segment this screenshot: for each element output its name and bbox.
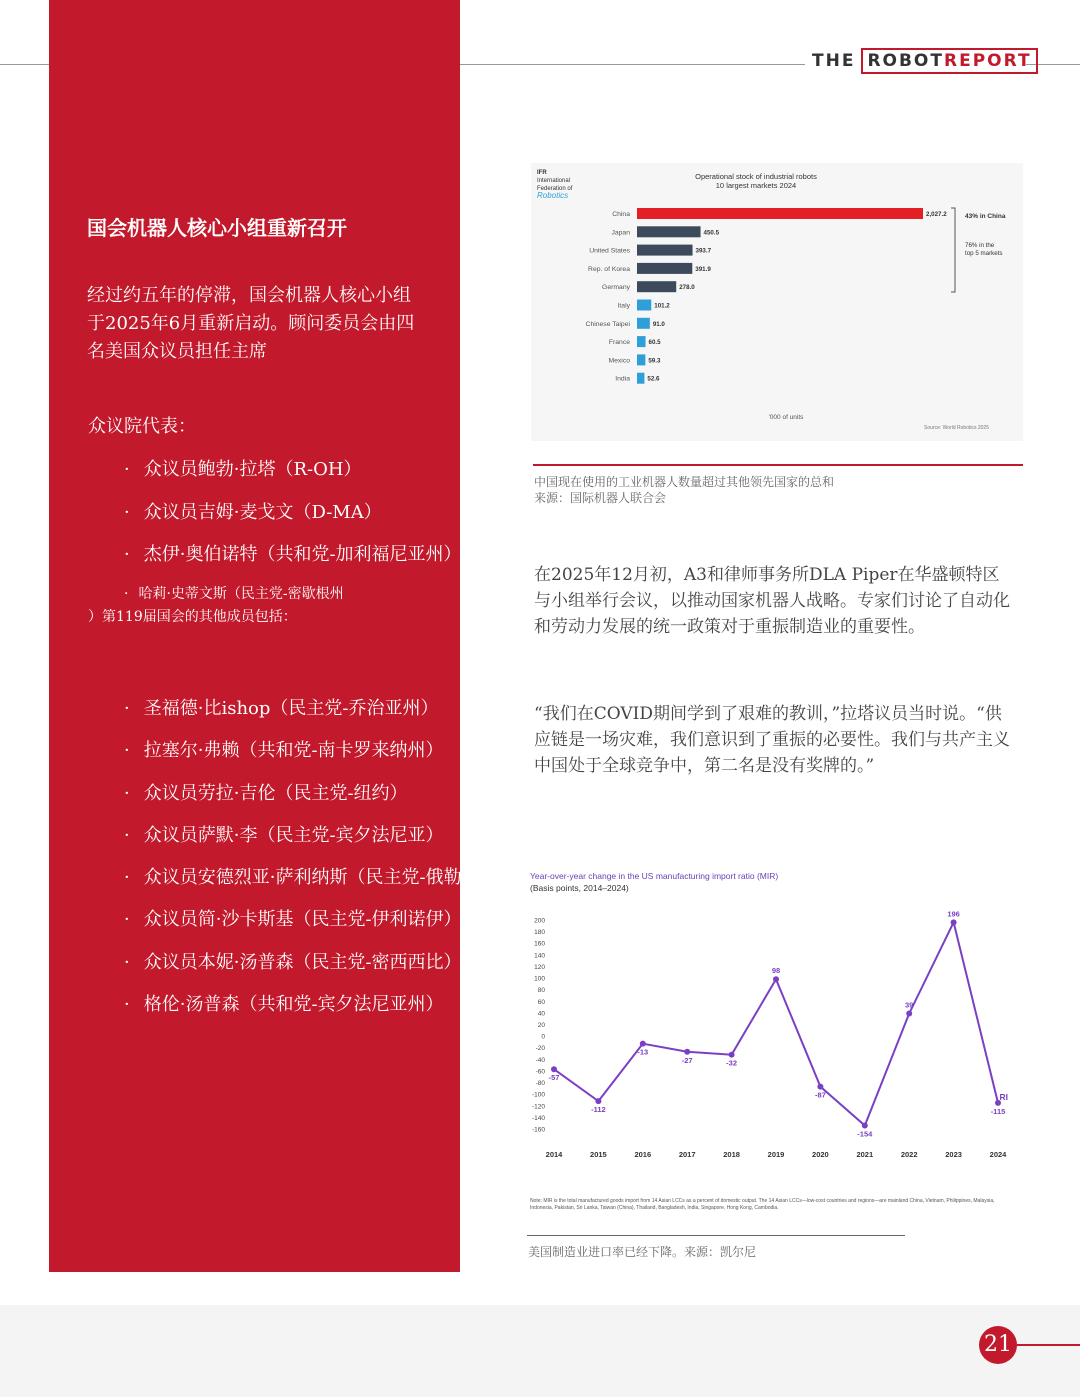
chart2-data-label: -27 — [681, 1055, 693, 1065]
bullet-dot: · — [124, 909, 130, 930]
member-name: 众议员简·沙卡斯基（民主党-伊利诺伊） — [143, 909, 462, 930]
chart2-data-label: -154 — [857, 1129, 873, 1139]
section-title: 国会机器人核心小组重新召开 — [87, 216, 347, 240]
chart2-ytick-label: 140 — [534, 952, 545, 960]
chart1-category-label: Chinese Taipei — [585, 320, 630, 328]
chart1-bar — [637, 208, 923, 219]
chart2-ytick-label: -60 — [535, 1068, 545, 1076]
body-paragraph: 在2025年12月初，A3和律师事务所DLA Piper在华盛顿特区与小组举行会议，以推动国家机器人战略。专家们讨论了自动化和劳动力发展的统一政策对于重振制造业的重要性。 — [534, 565, 1010, 637]
co-chair-name: 众议员吉姆·麦戈文（D-MA） — [143, 502, 382, 523]
chart1-value-label: 60.5 — [648, 339, 661, 347]
chart1-value-label: 391.9 — [695, 265, 711, 273]
page-number: 21 — [979, 1326, 1017, 1364]
member-item — [124, 863, 516, 889]
chart1-annotation: 43% in China — [965, 213, 1006, 220]
chart1-bar — [637, 336, 646, 347]
bullet-dot: · — [124, 698, 130, 719]
chart2-data-label: 39 — [905, 1000, 914, 1010]
top-rule-middle — [460, 64, 805, 65]
chart1-bar — [637, 281, 676, 292]
page-footer — [0, 1305, 1080, 1397]
co-chair-name: 杰伊·奥伯诺特（共和党-加利福尼亚州） — [143, 544, 462, 565]
member-name: 格伦·汤普森（共和党-宾夕法尼亚州） — [143, 994, 444, 1015]
chart2-data-label: -87 — [814, 1090, 826, 1100]
bullet-dot: · — [124, 586, 129, 602]
chart1-value-label: 91.0 — [652, 320, 665, 328]
chart2-title: Year-over-year change in the US manufacturing import ratio (MIR) — [530, 871, 779, 881]
quote-paragraph: “我们在COVID期间学到了艰难的教训，”拉塔议员当时说。“供应链是一场灾难，我们意识到了重振的必要性。我们与共产主义中国处于全球竞争中，第二名是没有奖牌的。” — [534, 704, 1010, 776]
chart2-point — [729, 1052, 735, 1058]
co-chair-name: 众议员鲍勃·拉塔（R-OH） — [143, 459, 362, 480]
chart1-brand-line: International — [537, 178, 571, 184]
chart2-note-wrap — [530, 1198, 1014, 1215]
chart2-point — [951, 919, 957, 925]
chart2-end-label: RI — [999, 1091, 1008, 1102]
member-item — [124, 990, 444, 1016]
member-name: 众议员劳拉·吉伦（民主党-纽约） — [143, 783, 408, 804]
chart1-subtitle: 10 largest markets 2024 — [715, 181, 797, 190]
chart2-data-label: -115 — [990, 1106, 1006, 1116]
figure1-rule — [533, 464, 1023, 466]
chart1-value-label: 450.5 — [703, 229, 720, 237]
chart2-point — [773, 976, 779, 982]
chart1-category-label: United States — [589, 247, 630, 255]
chart1-source: Source: World Robotics 2025 — [924, 425, 989, 431]
reps-label: 众议院代表： — [88, 416, 196, 437]
logo-the: THE — [812, 51, 856, 71]
chart1-brand-line: Federation of — [537, 186, 573, 192]
chart1-bar — [637, 373, 644, 384]
chart1-bracket-note: top 5 markets — [965, 250, 1003, 257]
chart1-bar — [637, 354, 645, 365]
chart1-xlabel: '000 of units — [768, 414, 804, 421]
chart2-ytick-label: -80 — [535, 1080, 545, 1088]
chart1-category-label: Germany — [602, 284, 630, 292]
chart2-ytick-label: 100 — [534, 975, 545, 983]
member-item — [124, 948, 460, 974]
bullet-dot: · — [124, 502, 130, 523]
chart2-data-label: -13 — [637, 1047, 649, 1057]
co-chair-item — [124, 583, 344, 603]
member-item — [124, 821, 444, 847]
chart2-xtick-label: 2021 — [856, 1150, 874, 1159]
chart1-category-label: India — [615, 375, 630, 383]
chart1-category-label: Italy — [617, 302, 630, 310]
chart1-value-label: 2,027.2 — [926, 211, 947, 218]
chart2-point — [862, 1123, 868, 1129]
chart2-ytick-label: 20 — [537, 1022, 545, 1029]
chart1-bar — [637, 318, 650, 329]
chart2-data-label: -112 — [591, 1105, 606, 1115]
chart2-xtick-label: 2022 — [900, 1150, 918, 1159]
chart1-bar — [637, 263, 692, 274]
other-members-intro: ）第119届国会的其他成员包括： — [88, 609, 297, 625]
chart2-xtick-label: 2018 — [723, 1150, 740, 1159]
chart2-point — [684, 1049, 690, 1055]
figure2-caption: 美国制造业进口率已经下降。来源：凯尔尼 — [528, 1245, 757, 1259]
robot-stock-chart — [531, 163, 1023, 441]
robot-report-logo — [812, 47, 1038, 75]
top-rule-left — [0, 64, 49, 65]
bullet-dot: · — [124, 783, 130, 804]
chart2-series-line — [554, 922, 998, 1125]
chart1-value-label: 393.7 — [695, 247, 712, 255]
chart1-bracket-note: 76% in the — [965, 242, 995, 249]
chart2-point — [906, 1010, 912, 1016]
chart1-brand-line: Robotics — [537, 191, 569, 200]
co-chair-item — [124, 498, 382, 524]
chart2-data-label: 98 — [771, 966, 781, 976]
footer-rule — [1017, 1344, 1080, 1346]
member-name: 众议员安德烈亚·萨利纳斯（民主党-俄勒冈州） — [143, 867, 516, 888]
chart2-xtick-label: 2014 — [545, 1150, 563, 1159]
chart1-value-label: 278.0 — [679, 284, 695, 292]
bullet-dot: · — [124, 994, 130, 1015]
chart1-category-label: France — [608, 339, 630, 347]
chart1-value-label: 101.2 — [654, 302, 670, 310]
chart2-xtick-label: 2015 — [590, 1150, 607, 1159]
red-sidebar-panel — [49, 0, 460, 1272]
figure1-caption — [534, 474, 834, 506]
chart1-category-label: Rep. of Korea — [588, 265, 630, 273]
member-name: 圣福德·比ishop（民主党-乔治亚州） — [143, 698, 439, 719]
import-ratio-chart — [526, 865, 1016, 1215]
chart2-ytick-label: 80 — [537, 987, 545, 995]
import-ratio-chart-svg — [526, 865, 1016, 1215]
logo-report: REPORT — [944, 51, 1032, 71]
chart2-xtick-label: 2020 — [812, 1150, 829, 1159]
co-chair-item — [124, 455, 362, 481]
chart2-ytick-label: -20 — [535, 1045, 545, 1053]
member-name: 拉塞尔·弗赖（共和党-南卡罗来纳州） — [143, 740, 444, 761]
chart1-value-label: 59.3 — [648, 357, 661, 365]
chart2-xtick-label: 2024 — [989, 1150, 1007, 1159]
chart2-point — [640, 1041, 646, 1047]
chart1-brand-line: IFR — [537, 170, 547, 176]
chart2-ytick-label: 60 — [537, 998, 545, 1006]
bullet-dot: · — [124, 952, 130, 973]
chart2-ytick-label: -100 — [531, 1091, 545, 1099]
bullet-dot: · — [124, 544, 130, 565]
chart2-ytick-label: 180 — [534, 929, 545, 937]
chart1-category-label: Mexico — [608, 357, 630, 365]
chart2-point — [551, 1066, 557, 1072]
chart2-ytick-label: 120 — [534, 963, 545, 971]
chart2-ytick-label: 200 — [534, 917, 545, 925]
chart1-category-label: China — [612, 211, 630, 218]
chart2-point — [817, 1084, 823, 1090]
chart1-bar — [637, 300, 651, 311]
member-item — [124, 736, 444, 762]
chart2-xtick-label: 2016 — [634, 1150, 652, 1159]
chart2-ytick-label: 0 — [541, 1033, 545, 1041]
chart2-subtitle: (Basis points, 2014–2024) — [530, 883, 629, 893]
member-name: 众议员萨默·李（民主党-宾夕法尼亚） — [143, 825, 444, 846]
bullet-dot: · — [124, 867, 130, 888]
chart2-ytick-label: 160 — [534, 940, 545, 948]
chart2-ytick-label: -40 — [535, 1056, 545, 1064]
member-item — [124, 779, 408, 805]
chart2-ytick-label: 40 — [537, 1010, 545, 1018]
logo-box — [861, 48, 1037, 74]
member-name: 众议员本妮·汤普森（民主党-密西西比） — [143, 952, 462, 973]
chart2-xtick-label: 2019 — [767, 1150, 785, 1159]
bullet-dot: · — [124, 459, 130, 480]
co-chair-name: 哈莉·史蒂文斯（民主党-密歇根州 — [138, 586, 344, 602]
member-item — [124, 694, 438, 720]
chart1-category-label: Japan — [611, 229, 630, 237]
logo-robot: ROBOT — [867, 51, 944, 71]
bullet-dot: · — [124, 825, 130, 846]
bullet-dot: · — [124, 740, 130, 761]
chart2-ytick-label: -140 — [531, 1114, 545, 1122]
chart1-bar — [637, 226, 701, 237]
figure1-caption-line2: 来源：国际机器人联合会 — [534, 491, 667, 505]
chart1-background — [531, 163, 1023, 441]
chart2-data-label: 196 — [947, 909, 960, 919]
chart2-point — [595, 1098, 601, 1104]
chart2-note: Note: MIR is the total manufactured goods import from 14 Asian LCCs as a percent of domestic output. The 14 Asian LCCs—low-cost countries and regions—are mainland China, Vietnam, Philippines, Malaysia, Indonesia, Pakistan, Sri Lanka, Taiwan (China), Thailand, Bangladesh, India, Singapore, Hong Kong, Cambodia. — [530, 1198, 995, 1211]
chart1-title: Operational stock of industrial robots — [695, 172, 817, 181]
chart2-xtick-label: 2023 — [945, 1150, 962, 1159]
chart2-ytick-label: -160 — [531, 1126, 545, 1134]
co-chair-item — [124, 540, 462, 566]
chart1-bar — [637, 245, 693, 256]
figure2-rule — [527, 1235, 905, 1236]
member-item — [124, 905, 460, 931]
chart1-value-label: 52.6 — [647, 375, 660, 383]
chart2-data-label: -32 — [726, 1058, 738, 1068]
robot-stock-chart-svg — [531, 163, 1023, 441]
intro-paragraph: 经过约五年的停滞，国会机器人核心小组于2025年6月重新启动。顾问委员会由四名美国众议员担任主席 — [87, 285, 415, 362]
chart2-data-label: -57 — [548, 1073, 560, 1083]
chart2-ytick-label: -120 — [531, 1103, 545, 1111]
chart2-xtick-label: 2017 — [678, 1150, 696, 1159]
figure1-caption-line1: 中国现在使用的工业机器人数量超过其他领先国家的总和 — [534, 475, 835, 489]
